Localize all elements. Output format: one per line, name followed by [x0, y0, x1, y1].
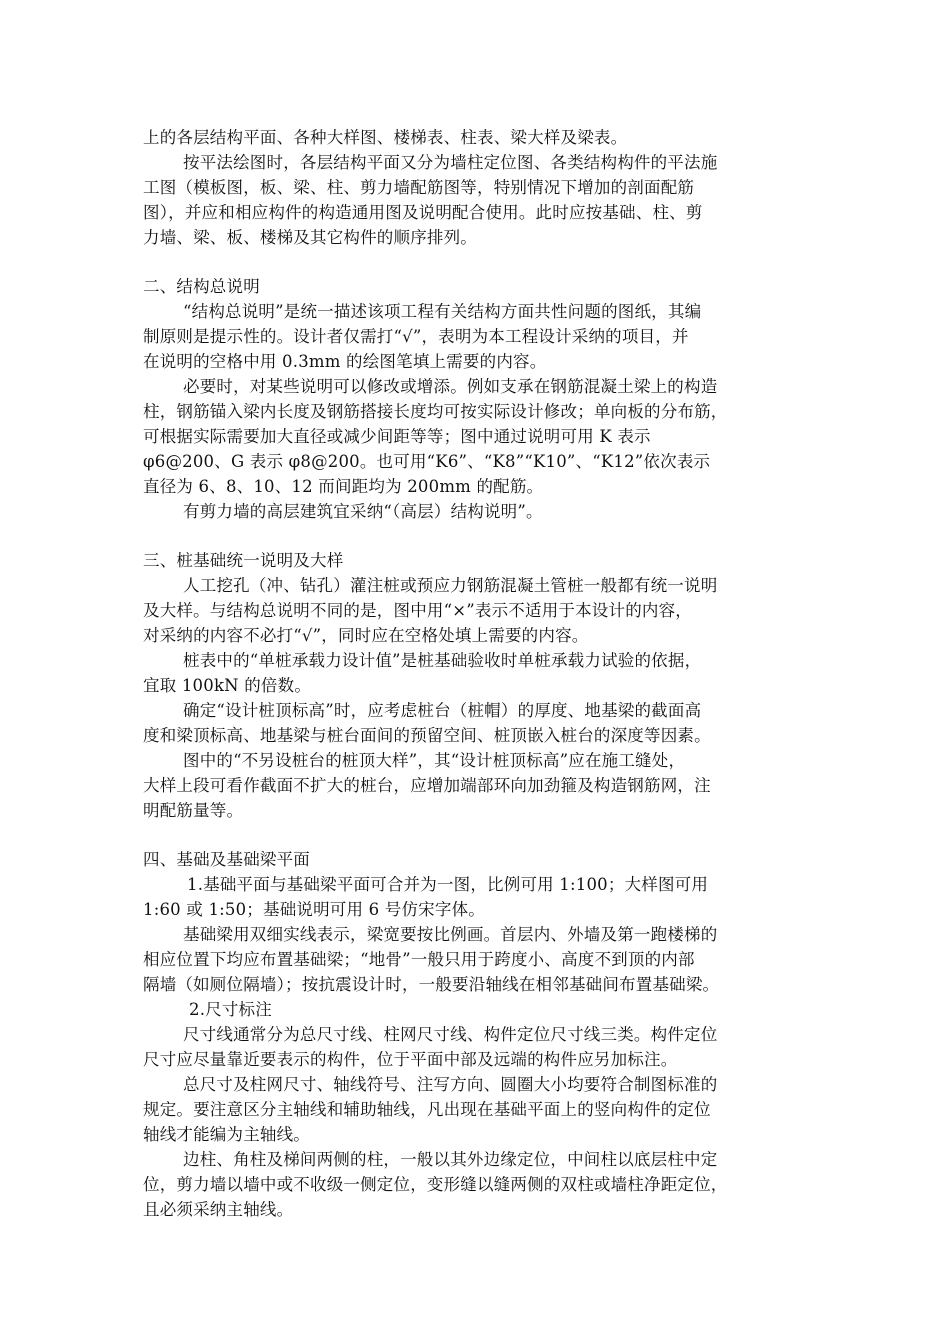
paragraph-line: 必要时，对某些说明可以修改或增添。例如支承在钢筋混凝土梁上的构造: [183, 377, 718, 396]
paragraph-line: 总尺寸及柱网尺寸、轴线符号、注写方向、圆圈大小均要符合制图标准的: [183, 1075, 718, 1094]
text-line: 1:60 或 1:50；基础说明可用 6 号仿宋字体。: [143, 900, 485, 919]
text-line: 明配筋量等。: [143, 801, 244, 820]
text-line: 工图（模板图，板、梁、柱、剪力墙配筋图等，特别情况下增加的剖面配筋: [143, 178, 695, 197]
paragraph-line: 1.基础平面与基础梁平面可合并为一图，比例可用 1:100；大样图可用: [187, 875, 709, 894]
text-line: 轴线才能编为主轴线。: [143, 1125, 310, 1144]
text-line: 大样上段可看作截面不扩大的桩台，应增加端部环向加劲箍及构造钢筋网，注: [143, 776, 711, 795]
text-line: 宜取 100kN 的倍数。: [143, 676, 312, 695]
text-line: 度和梁顶标高、地基梁与桩台面间的预留空间、桩顶嵌入桩台的深度等因素。: [143, 726, 711, 745]
text-line: 在说明的空格中用 0.3mm 的绘图笔填上需要的内容。: [143, 352, 547, 371]
text-line: 直径为 6、8、10、12 而间距均为 200mm 的配筋。: [143, 477, 544, 496]
text-line: φ6@200、G 表示 φ8@200。也可用“K6”、“K8”“K10”、“K12”依次表示: [143, 452, 711, 471]
text-line: 柱，钢筋锚入梁内长度及钢筋搭接长度均可按实际设计修改；单向板的分布筋，: [143, 402, 728, 421]
text-line: 制原则是提示性的。设计者仅需打“√”，表明为本工程设计采纳的项目，并: [143, 327, 689, 346]
text-line: 对采纳的内容不必打“√”，同时应在空格处填上需要的内容。: [143, 626, 589, 645]
paragraph-line: 边柱、角柱及梯间两侧的柱，一般以其外边缘定位，中间柱以底层柱中定: [183, 1150, 718, 1169]
subsection-heading: 2.尺寸标注: [189, 1000, 272, 1019]
text-line: 及大样。与结构总说明不同的是，图中用“×”表示不适用于本设计的内容，: [143, 601, 692, 620]
paragraph-line: 图中的“不另设桩台的桩顶大样”，其“设计桩顶标高”应在施工缝处，: [183, 751, 686, 770]
text-line: 图），并应和相应构件的构造通用图及说明配合使用。此时应按基础、柱、剪: [143, 203, 703, 222]
paragraph-line: 有剪力墙的高层建筑宜采纳“（高层）结构说明”。: [183, 502, 543, 521]
section-heading: 三、桩基础统一说明及大样: [143, 551, 344, 570]
paragraph-line: “结构总说明”是统一描述该项工程有关结构方面共性问题的图纸，其编: [183, 302, 702, 321]
paragraph-line: 桩表中的“单桩承载力设计值”是桩基础验收时单桩承载力试验的依据，: [183, 651, 702, 670]
paragraph-line: 确定“设计桩顶标高”时，应考虑桩台（桩帽）的厚度、地基梁的截面高: [183, 701, 702, 720]
paragraph-line: 基础梁用双细实线表示，梁宽要按比例画。首层内、外墙及第一跑楼梯的: [183, 925, 718, 944]
text-line: 力墙、梁、板、楼梯及其它构件的顺序排列。: [143, 228, 477, 247]
text-line: 相应位置下均应布置基础梁；“地骨”一般只用于跨度小、高度不到顶的内部: [143, 950, 695, 969]
text-line: 隔墙（如厕位隔墙）；按抗震设计时，一般要沿轴线在相邻基础间布置基础梁。: [143, 975, 720, 994]
section-heading: 二、结构总说明: [143, 277, 260, 296]
text-line: 可根据实际需要加大直径或减少间距等等；图中通过说明可用 K 表示: [143, 427, 651, 446]
paragraph-line: 按平法绘图时，各层结构平面又分为墙柱定位图、各类结构构件的平法施: [183, 153, 718, 172]
text-line: 规定。要注意区分主轴线和辅助轴线，凡出现在基础平面上的竖向构件的定位: [143, 1100, 711, 1119]
section-heading: 四、基础及基础梁平面: [143, 850, 310, 869]
text-line: 尺寸应尽量靠近要表示的构件，位于平面中部及远端的构件应另加标注。: [143, 1050, 678, 1069]
paragraph-line: 人工挖孔（冲、钻孔）灌注桩或预应力钢筋混凝土管桩一般都有统一说明: [183, 576, 718, 595]
paragraph-line: 尺寸线通常分为总尺寸线、柱网尺寸线、构件定位尺寸线三类。构件定位: [183, 1025, 718, 1044]
text-line: 位，剪力墙以墙中或不收级一侧定位，变形缝以缝两侧的双柱或墙柱净距定位，: [143, 1175, 728, 1194]
text-line: 上的各层结构平面、各种大样图、楼梯表、柱表、梁大样及梁表。: [143, 128, 628, 147]
text-line: 且必须采纳主轴线。: [143, 1200, 294, 1219]
